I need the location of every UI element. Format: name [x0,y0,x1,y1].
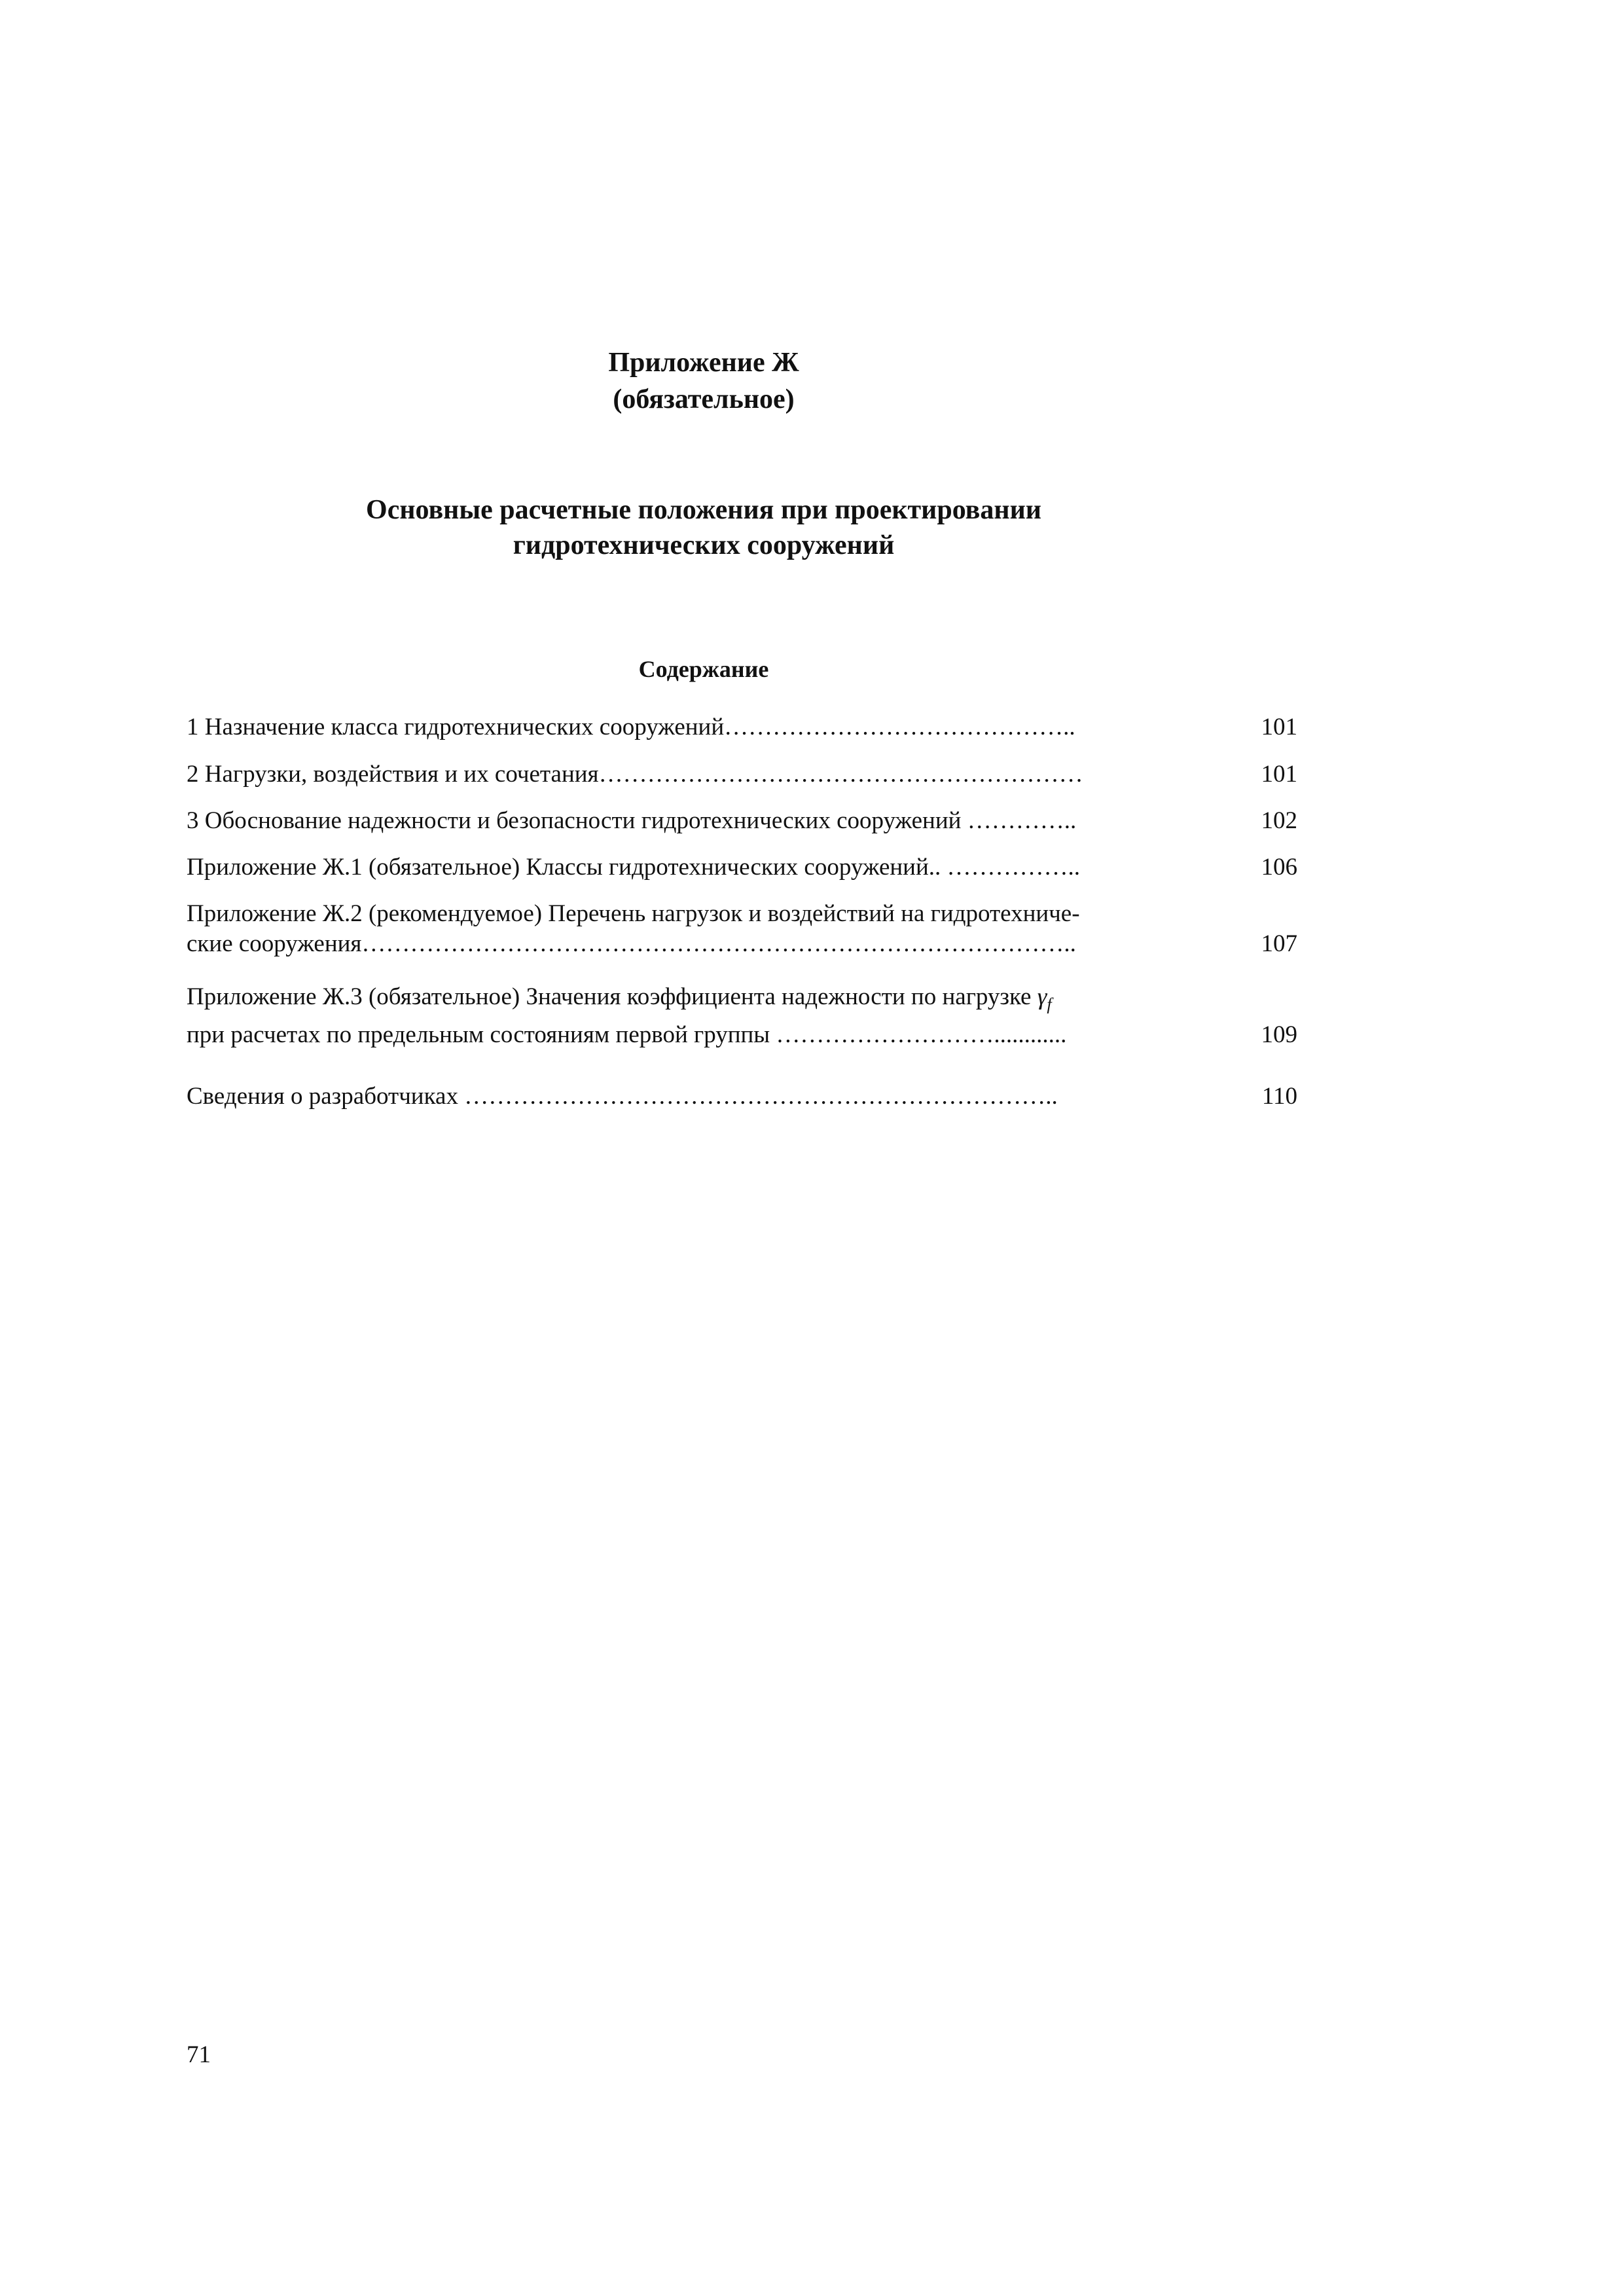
toc-entry-page: 102 [1261,807,1297,834]
toc-entry-text: 3 Обоснование надежности и безопасности гидротехнических сооружений ………….. [187,807,1077,834]
gamma-symbol [1037,983,1052,1014]
toc-entry-page: 107 [1261,930,1297,957]
toc-entry-text-line-1 [187,982,1365,1019]
toc-entry-text: Сведения о разработчиках ……………………………………………………………….. [187,1083,1058,1110]
toc-entry-page: 101 [1261,761,1297,788]
toc-heading: Содержание [638,656,769,682]
toc-entry-text: 1 Назначение класса гидротехнических сооружений…………………………………….. [187,714,1075,740]
toc-entry-page: 106 [1261,854,1297,881]
toc-entry-text-line-2: при расчетах по предельным состояниям первой группы ………………………............ [187,1021,1067,1048]
toc-entry-page: 101 [1261,714,1297,740]
footer-page-number: 71 [187,2041,211,2068]
document-title-line-1: Основные расчетные положения при проектировании [366,495,1041,525]
toc-entry-text: Приложение Ж.3 (обязательное) Значения коэффициента надежности по нагрузке [187,983,1032,1010]
toc-entry-page: 110 [1261,1083,1297,1110]
annex-status: (обязательное) [613,384,795,414]
toc-entry-text-line-2: ские сооружения…………………………………………………………………………….. [187,930,1076,957]
toc-entry-text: Приложение Ж.1 (обязательное) Классы гидротехнических сооружений.. …………….. [187,854,1081,881]
toc-entry-text-line-1: Приложение Ж.2 (рекомендуемое) Перечень нагрузок и воздействий на гидротехниче- [187,900,1080,927]
gamma-subscript: f [1047,994,1052,1014]
document-title-line-2: гидротехнических сооружений [513,530,895,560]
toc-entry-page: 109 [1261,1021,1297,1048]
toc-entry-text: 2 Нагрузки, воздействия и их сочетания…………………………………………………… [187,761,1083,788]
gamma-letter: γ [1037,983,1047,1010]
annex-title: Приложение Ж [608,348,799,378]
